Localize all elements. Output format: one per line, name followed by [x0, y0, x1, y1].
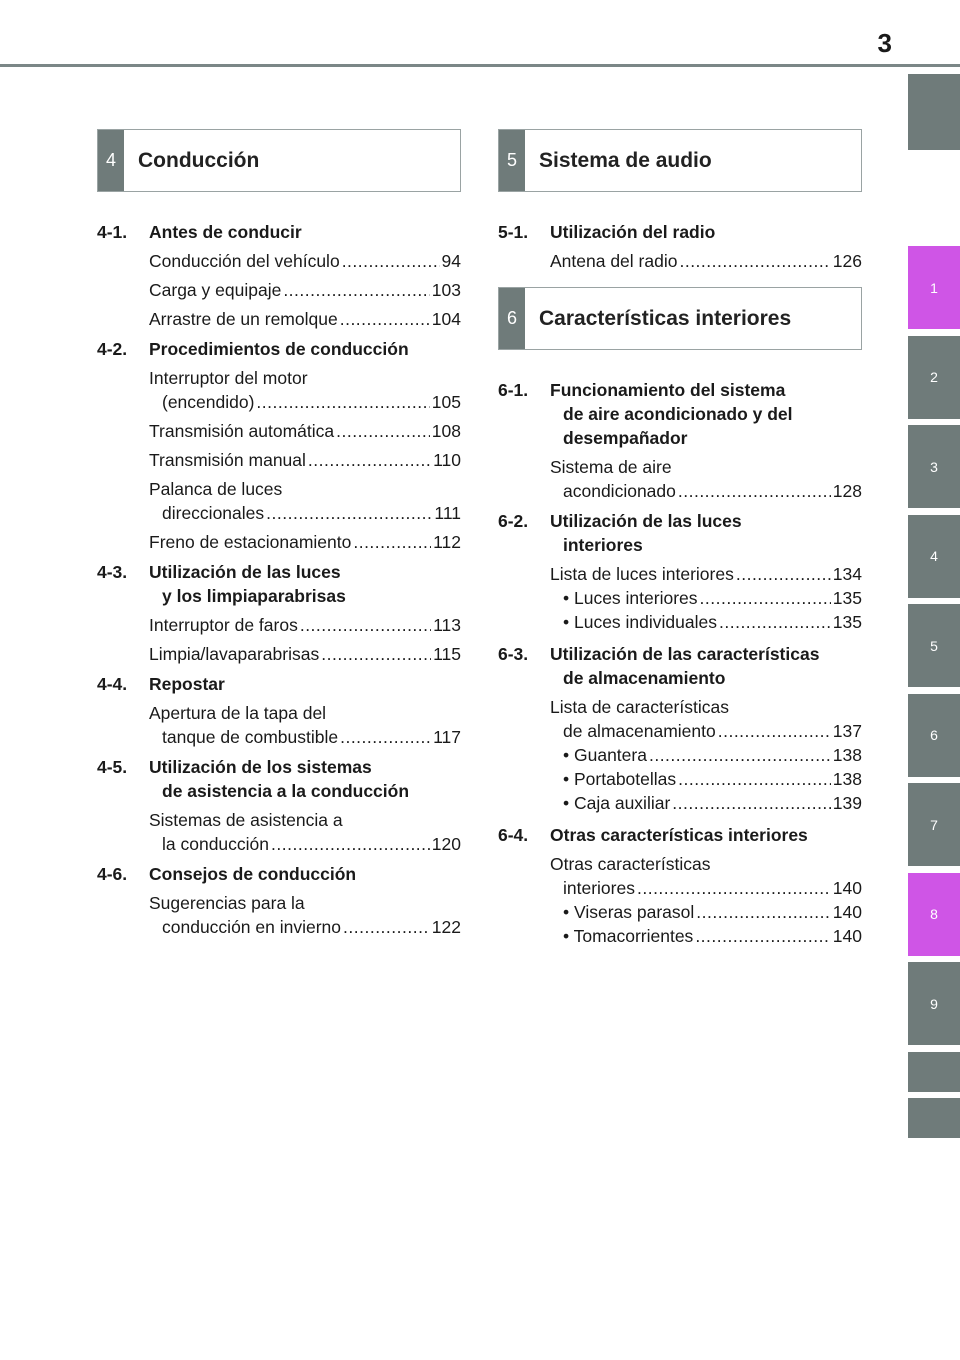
entry-page: 134	[832, 564, 862, 584]
subsection-number: 4-3.	[97, 562, 128, 582]
subsection-title	[498, 220, 862, 244]
chapter-tab-8[interactable]: 8	[908, 873, 960, 956]
entry-page: 135	[832, 588, 862, 608]
toc-bullet-entry[interactable]	[498, 743, 862, 767]
subsection-4-1	[97, 220, 461, 331]
entry-text: Lista de luces interiores	[550, 564, 734, 584]
chapter-tab-blank[interactable]	[908, 74, 960, 150]
entry-page: 111	[434, 503, 461, 523]
toc-entry[interactable]	[498, 249, 862, 273]
chapter-tabs	[908, 74, 960, 1145]
section-header-6	[498, 287, 862, 350]
section-number: 4	[98, 130, 124, 191]
leader-dots	[308, 448, 431, 472]
subsection-5-1	[498, 220, 862, 273]
subsection-name-cont: de almacenamiento	[563, 668, 726, 688]
leader-dots	[678, 479, 831, 503]
entry-page: 140	[832, 926, 862, 946]
subsection-title	[97, 672, 461, 696]
entry-page: 112	[433, 532, 461, 552]
entry-text: • Tomacorrientes	[563, 926, 694, 946]
subsection-number: 6-1.	[498, 380, 529, 400]
toc-entry[interactable]	[97, 307, 461, 331]
section-header-4	[97, 129, 461, 192]
subsection-name-cont: interiores	[563, 535, 643, 555]
leader-dots	[300, 613, 431, 637]
entry-text: tanque de combustible	[162, 727, 339, 747]
leader-dots	[266, 501, 432, 525]
toc-entry[interactable]	[97, 530, 461, 554]
entry-text-line1: Lista de características	[550, 697, 729, 717]
subsection-name: Repostar	[149, 674, 225, 694]
entry-text-line1: Sugerencias para la	[149, 893, 305, 913]
toc-entry[interactable]	[97, 891, 461, 939]
entry-text: Carga y equipaje	[149, 280, 282, 300]
subsection-title	[97, 862, 461, 886]
entry-page: 135	[832, 612, 862, 632]
subsection-number: 4-6.	[97, 864, 128, 884]
entry-page: 140	[832, 902, 862, 922]
subsection-title	[97, 755, 461, 803]
subsection-title	[498, 642, 862, 690]
subsection-number: 4-1.	[97, 222, 128, 242]
chapter-tab-5[interactable]: 5	[908, 604, 960, 687]
entry-text: acondicionado	[563, 481, 676, 501]
entry-text: de almacenamiento	[563, 721, 716, 741]
section-header-5	[498, 129, 862, 192]
entry-page: 128	[832, 481, 862, 501]
entry-page: 137	[832, 721, 862, 741]
entry-text: la conducción	[162, 834, 270, 854]
leader-dots	[678, 767, 831, 791]
leader-dots	[736, 562, 831, 586]
top-rule	[0, 64, 960, 67]
subsection-name-cont: y los limpiaparabrisas	[162, 586, 346, 606]
entry-page: 108	[431, 421, 461, 441]
entry-page: 113	[433, 615, 461, 635]
entry-page: 139	[832, 793, 862, 813]
entry-text-line1: Otras características	[550, 854, 711, 874]
leader-dots	[719, 610, 831, 634]
subsection-4-4	[97, 672, 461, 749]
toc-entry[interactable]	[97, 249, 461, 273]
subsection-name: Antes de conducir	[149, 222, 302, 242]
entry-text-line1: Sistemas de asistencia a	[149, 810, 343, 830]
chapter-tab-6[interactable]: 6	[908, 694, 960, 777]
entry-text: • Viseras parasol	[563, 902, 695, 922]
subsection-title	[498, 378, 862, 450]
entry-page: 138	[832, 769, 862, 789]
toc-bullet-entry[interactable]	[498, 586, 862, 610]
chapter-tab-1[interactable]: 1	[908, 246, 960, 329]
subsection-6-3	[498, 642, 862, 815]
leader-dots	[672, 791, 831, 815]
leader-dots	[343, 915, 430, 939]
chapter-tab-9[interactable]: 9	[908, 962, 960, 1045]
entry-page: 104	[431, 309, 461, 329]
toc-bullet-entry[interactable]	[498, 767, 862, 791]
subsection-6-1	[498, 378, 862, 503]
toc-entry[interactable]	[97, 448, 461, 472]
entry-text: interiores	[563, 878, 635, 898]
entry-page: 120	[431, 834, 461, 854]
leader-dots	[342, 249, 440, 273]
entry-text: (encendido)	[162, 392, 255, 412]
section-title: Conducción	[138, 148, 260, 172]
entry-text: • Caja auxiliar	[563, 793, 671, 813]
subsection-number: 6-3.	[498, 644, 529, 664]
entry-text: direccionales	[162, 503, 265, 523]
chapter-tab-index-b[interactable]	[908, 1098, 960, 1138]
subsection-title	[97, 220, 461, 244]
subsection-number: 4-4.	[97, 674, 128, 694]
subsection-title	[498, 823, 862, 847]
chapter-tab-index-a[interactable]	[908, 1052, 960, 1092]
subsection-number: 6-4.	[498, 825, 529, 845]
toc-entry[interactable]	[97, 808, 461, 856]
subsection-name-cont: desempañador	[563, 428, 688, 448]
subsection-name-cont: de asistencia a la conducción	[162, 781, 410, 801]
subsection-title	[498, 509, 862, 557]
chapter-tab-4[interactable]: 4	[908, 515, 960, 598]
toc-entry[interactable]	[97, 278, 461, 302]
toc-entry[interactable]	[97, 613, 461, 637]
page-number: 3	[877, 28, 892, 58]
entry-text-line1: Interruptor del motor	[149, 368, 308, 388]
entry-page: 138	[832, 745, 862, 765]
leader-dots	[696, 900, 831, 924]
entry-text: • Portabotellas	[563, 769, 677, 789]
toc-entry[interactable]	[498, 695, 862, 743]
leader-dots	[649, 743, 831, 767]
entry-page: 117	[433, 727, 461, 747]
entry-text: Interruptor de faros	[149, 615, 298, 635]
leader-dots	[256, 390, 429, 414]
entry-page: 140	[832, 878, 862, 898]
entry-page: 122	[431, 917, 461, 937]
subsection-name: Utilización de las luces	[550, 511, 742, 531]
section-title: Sistema de audio	[539, 148, 712, 172]
toc-entry[interactable]	[97, 701, 461, 749]
toc-entry[interactable]	[498, 562, 862, 586]
toc-entry[interactable]	[97, 642, 461, 666]
subsection-name: Funcionamiento del sistema	[550, 380, 786, 400]
subsection-4-6	[97, 862, 461, 939]
subsection-name: Otras características interiores	[550, 825, 808, 845]
subsection-6-2	[498, 509, 862, 634]
entry-text: Antena del radio	[550, 251, 678, 271]
toc-entry[interactable]	[97, 419, 461, 443]
entry-text: • Luces interiores	[563, 588, 698, 608]
subsection-title	[97, 337, 461, 361]
entry-page: 110	[433, 450, 461, 470]
leader-dots	[283, 278, 429, 302]
entry-text: • Guantera	[563, 745, 647, 765]
leader-dots	[336, 419, 430, 443]
left-column	[97, 129, 461, 945]
section-number: 5	[499, 130, 525, 191]
leader-dots	[695, 924, 830, 948]
entry-text: Conducción del vehículo	[149, 251, 340, 271]
subsection-name: Procedimientos de conducción	[149, 339, 409, 359]
leader-dots	[700, 586, 831, 610]
subsection-4-2	[97, 337, 461, 554]
subsection-number: 4-2.	[97, 339, 128, 359]
subsection-6-4	[498, 823, 862, 948]
section-number: 6	[499, 288, 525, 349]
subsection-number: 5-1.	[498, 222, 529, 242]
entry-page: 103	[431, 280, 461, 300]
entry-text: Freno de estacionamiento	[149, 532, 352, 552]
subsection-title	[97, 560, 461, 608]
entry-text: Limpia/lavaparabrisas	[149, 644, 320, 664]
entry-text-line1: Sistema de aire	[550, 457, 672, 477]
subsection-number: 6-2.	[498, 511, 529, 531]
subsection-name: Utilización de los sistemas	[149, 757, 372, 777]
subsection-name-cont: de aire acondicionado y del	[563, 404, 793, 424]
subsection-4-5	[97, 755, 461, 856]
subsection-name: Utilización del radio	[550, 222, 716, 242]
leader-dots	[340, 725, 431, 749]
toc-bullet-entry[interactable]	[498, 791, 862, 815]
toc-entry[interactable]	[97, 366, 461, 414]
subsection-number: 4-5.	[97, 757, 128, 777]
entry-text-line1: Palanca de luces	[149, 479, 283, 499]
entry-page: 115	[433, 644, 461, 664]
chapter-tab-3[interactable]: 3	[908, 425, 960, 508]
leader-dots	[271, 832, 430, 856]
entry-text: Transmisión automática	[149, 421, 335, 441]
leader-dots	[340, 307, 430, 331]
toc-entry[interactable]	[498, 852, 862, 900]
section-title: Características interiores	[539, 306, 792, 330]
entry-text-line1: Apertura de la tapa del	[149, 703, 327, 723]
entry-text: Arrastre de un remolque	[149, 309, 338, 329]
toc-entry[interactable]	[498, 455, 862, 503]
chapter-tab-7[interactable]: 7	[908, 783, 960, 866]
toc-bullet-entry[interactable]	[498, 924, 862, 948]
entry-text: conducción en invierno	[162, 917, 342, 937]
leader-dots	[353, 530, 431, 554]
entry-page: 94	[441, 251, 461, 271]
subsection-name: Utilización de las luces	[149, 562, 341, 582]
chapter-tab-2[interactable]: 2	[908, 336, 960, 419]
leader-dots	[679, 249, 830, 273]
right-column	[498, 129, 862, 956]
leader-dots	[321, 642, 431, 666]
entry-page: 126	[832, 251, 862, 271]
toc-bullet-entry[interactable]	[498, 900, 862, 924]
toc-entry[interactable]	[97, 477, 461, 525]
entry-text: • Luces individuales	[563, 612, 717, 632]
subsection-name: Utilización de las características	[550, 644, 820, 664]
leader-dots	[637, 876, 831, 900]
entry-text: Transmisión manual	[149, 450, 306, 470]
subsection-4-3	[97, 560, 461, 666]
entry-page: 105	[431, 392, 461, 412]
subsection-name: Consejos de conducción	[149, 864, 357, 884]
toc-bullet-entry[interactable]	[498, 610, 862, 634]
leader-dots	[718, 719, 831, 743]
